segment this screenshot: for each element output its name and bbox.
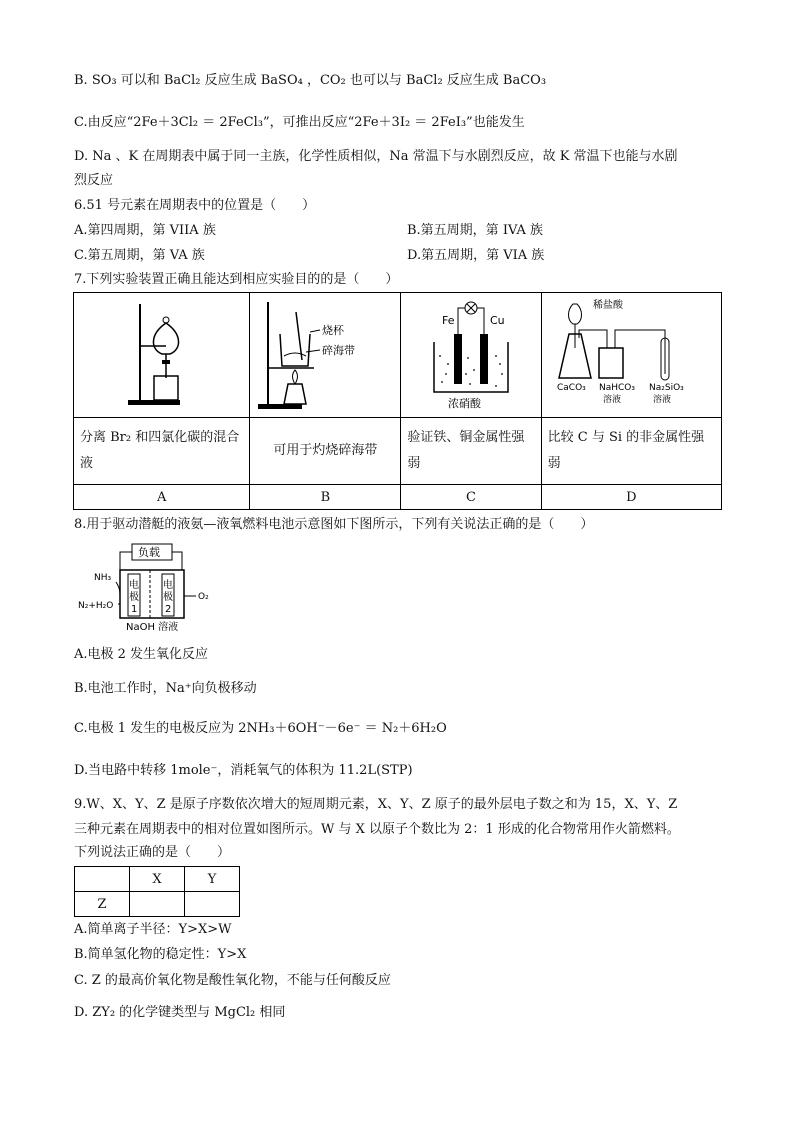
grid-cell-empty [130,892,185,917]
q5-option-d-line1: D. Na 、K 在周期表中属于同一主族，化学性质相似，Na 常温下与水剧烈反应，故 K 常温下也能与水剧 [74,149,678,164]
q7-desc-b: 可用于灼烧碎海带 [250,418,401,485]
cu-label: Cu [489,314,505,327]
q9-stem-line2: 三种元素在周期表中的相对位置如图所示。W 与 X 以原子个数比为 2：1 形成的化合物常用作火箭燃料。 [74,822,680,837]
q6-option-c: C.第五周期，第 VA 族 [74,248,205,263]
q9-periodic-grid [74,866,240,917]
q9-option-b: B.简单氢化物的稳定性：Y>X [74,947,247,962]
q7-figure-d [541,293,721,418]
q7-figure-b [250,293,401,418]
na2sio3-solution-label: 溶液 [653,395,672,405]
q9-option-c: C. Z 的最高价氧化物是酸性氧化物，不能与任何酸反应 [74,973,391,988]
electrode1-char2: 极 [129,592,139,603]
galvanic-cell-icon [416,294,526,412]
q8-option-b: B.电池工作时，Na⁺向负极移动 [74,681,257,696]
q9-option-a: A.简单离子半径：Y>X>W [74,922,232,937]
beaker-label: 烧杯 [322,324,345,337]
q9-option-d: D. ZY₂ 的化学键类型与 MgCl₂ 相同 [74,1005,286,1020]
burner-beaker-icon [250,294,400,412]
q6-stem: 6.51 号元素在周期表中的位置是（ ） [74,198,316,213]
q6-option-a: A.第四周期，第 VIIA 族 [74,223,216,238]
q6-option-d: D.第五周期，第 VIA 族 [407,248,545,263]
q7-label-a: A [74,485,250,510]
q6-option-b: B.第五周期，第 IVA 族 [407,223,543,238]
caco3-label: CaCO₃ [557,383,587,393]
q5-option-b: B. SO₃ 可以和 BaCl₂ 反应生成 BaSO₄ ，CO₂ 也可以与 BaCl₂ 反应生成 BaCO₃ [74,73,547,88]
q5-option-c: C.由反应“2Fe＋3Cl₂ ＝ 2FeCl₃”，可推出反应“2Fe＋3I₂ ＝ 2FeI₃”也能发生 [74,115,525,130]
grid-cell-y: Y [185,867,240,892]
hcl-label: 稀盐酸 [593,300,624,311]
q7-label-b: B [250,485,401,510]
q8-option-d: D.当电路中转移 1mole⁻，消耗氧气的体积为 11.2L(STP) [74,763,413,778]
q8-fuel-cell-figure [74,542,224,634]
q7-label-d: D [541,485,721,510]
grid-cell-empty [185,892,240,917]
grid-cell-empty [75,867,130,892]
electrode2-number: 2 [165,604,172,615]
electrode2-char2: 极 [163,592,173,603]
n2-h2o-label: N₂+H₂O [78,601,114,611]
q7-desc-a: 分离 Br₂ 和四氯化碳的混合液 [74,418,250,485]
electrolyte-label: NaOH 溶液 [126,622,179,633]
nahco3-solution-label: 溶液 [603,395,622,405]
na2sio3-label: Na₂SiO₃ [649,383,685,393]
fe-label: Fe [441,314,455,327]
o2-label: O₂ [198,592,209,602]
gas-generation-icon [553,294,709,412]
q7-desc-c: 验证铁、铜金属性强弱 [401,418,541,485]
separatory-funnel-icon [122,294,202,412]
q7-apparatus-table [73,292,722,510]
q8-option-c: C.电极 1 发生的电极反应为 2NH₃＋6OH⁻－6e⁻ ＝ N₂＋6H₂O [74,721,447,736]
q9-stem-line3: 下列说法正确的是（ ） [74,845,231,860]
electrode1-char1: 电 [129,580,139,591]
acid-label: 浓硝酸 [447,397,481,410]
seaweed-label: 碎海带 [322,344,356,357]
q5-option-d-line2: 烈反应 [74,173,114,188]
q7-label-c: C [401,485,541,510]
q8-stem: 8.用于驱动潜艇的液氨—液氧燃料电池示意图如下图所示，下列有关说法正确的是（ ） [74,517,594,532]
q7-desc-d: 比较 C 与 Si 的非金属性强弱 [541,418,721,485]
nh3-label: NH₃ [94,573,112,583]
grid-cell-z: Z [75,892,130,917]
electrode1-number: 1 [131,604,138,615]
q8-option-a: A.电极 2 发生氧化反应 [74,647,209,662]
q7-stem: 7.下列实验装置正确且能达到相应实验目的的是（ ） [74,272,399,287]
electrode2-char1: 电 [163,580,173,591]
load-label: 负载 [138,546,160,559]
q7-figure-c [401,293,541,418]
q7-figure-a [74,293,250,418]
q9-stem-line1: 9.W、X、Y、Z 是原子序数依次增大的短周期元素，X、Y、Z 原子的最外层电子数之和为 15，X、Y、Z [74,797,678,812]
nahco3-label: NaHCO₃ [599,383,636,393]
grid-cell-x: X [130,867,185,892]
